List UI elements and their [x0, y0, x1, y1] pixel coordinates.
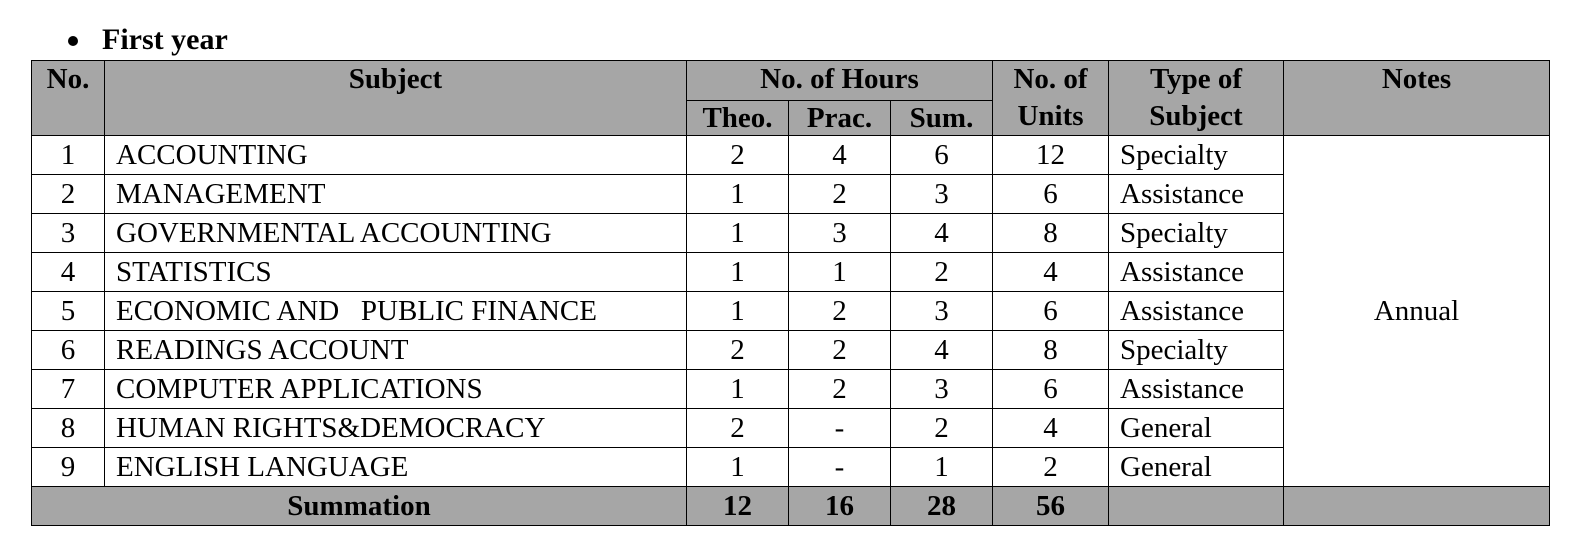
cell-type: Specialty — [1109, 331, 1284, 370]
cell-no: 3 — [32, 214, 105, 253]
cell-prac: 4 — [789, 136, 891, 175]
bullet-icon — [68, 36, 78, 46]
cell-no: 6 — [32, 331, 105, 370]
cell-type: Specialty — [1109, 214, 1284, 253]
header-type — [1109, 61, 1284, 136]
cell-prac: - — [789, 409, 891, 448]
first-year-subjects-table — [31, 60, 1550, 526]
summation-prac: 16 — [789, 487, 891, 526]
table-header-row — [32, 61, 1550, 101]
cell-sum: 2 — [891, 409, 993, 448]
cell-prac: 1 — [789, 253, 891, 292]
cell-notes: Annual — [1284, 136, 1550, 487]
cell-subject: ACCOUNTING — [105, 136, 687, 175]
cell-no: 7 — [32, 370, 105, 409]
cell-no: 8 — [32, 409, 105, 448]
cell-prac: 3 — [789, 214, 891, 253]
cell-no: 5 — [32, 292, 105, 331]
cell-no: 4 — [32, 253, 105, 292]
cell-theo: 1 — [687, 175, 789, 214]
summation-theo: 12 — [687, 487, 789, 526]
cell-prac: 2 — [789, 370, 891, 409]
cell-theo: 2 — [687, 136, 789, 175]
cell-subject: MANAGEMENT — [105, 175, 687, 214]
cell-sum: 6 — [891, 136, 993, 175]
cell-prac: 2 — [789, 175, 891, 214]
cell-subject: GOVERNMENTAL ACCOUNTING — [105, 214, 687, 253]
cell-sum: 1 — [891, 448, 993, 487]
cell-theo: 1 — [687, 292, 789, 331]
section-heading — [68, 22, 228, 58]
cell-units: 6 — [993, 175, 1109, 214]
cell-theo: 1 — [687, 370, 789, 409]
cell-type: Assistance — [1109, 370, 1284, 409]
cell-subject: ENGLISH LANGUAGE — [105, 448, 687, 487]
cell-units: 6 — [993, 292, 1109, 331]
cell-sum: 2 — [891, 253, 993, 292]
cell-type: General — [1109, 448, 1284, 487]
header-units — [993, 61, 1109, 136]
cell-prac: 2 — [789, 292, 891, 331]
cell-theo: 2 — [687, 409, 789, 448]
summation-sum: 28 — [891, 487, 993, 526]
cell-no: 9 — [32, 448, 105, 487]
cell-prac: - — [789, 448, 891, 487]
header-notes: Notes — [1284, 61, 1550, 136]
cell-units: 12 — [993, 136, 1109, 175]
summation-type-empty — [1109, 487, 1284, 526]
cell-theo: 1 — [687, 214, 789, 253]
summation-notes-empty — [1284, 487, 1550, 526]
summation-units: 56 — [993, 487, 1109, 526]
cell-sum: 4 — [891, 331, 993, 370]
cell-units: 6 — [993, 370, 1109, 409]
cell-subject: STATISTICS — [105, 253, 687, 292]
header-hours-group: No. of Hours — [687, 61, 993, 101]
cell-subject: HUMAN RIGHTS&DEMOCRACY — [105, 409, 687, 448]
section-heading-text: First year — [102, 23, 228, 56]
cell-no: 2 — [32, 175, 105, 214]
cell-type: General — [1109, 409, 1284, 448]
header-theo: Theo. — [687, 101, 789, 136]
header-type-line1: Type of — [1149, 63, 1243, 95]
table-row — [32, 136, 1550, 175]
cell-units: 8 — [993, 331, 1109, 370]
cell-subject: COMPUTER APPLICATIONS — [105, 370, 687, 409]
header-prac: Prac. — [789, 101, 891, 136]
cell-theo: 1 — [687, 253, 789, 292]
cell-sum: 3 — [891, 370, 993, 409]
summation-label: Summation — [32, 487, 687, 526]
summation-row — [32, 487, 1550, 526]
header-type-line2: Subject — [1149, 100, 1243, 132]
cell-no: 1 — [32, 136, 105, 175]
cell-prac: 2 — [789, 331, 891, 370]
header-subject: Subject — [105, 61, 687, 136]
cell-theo: 1 — [687, 448, 789, 487]
cell-units: 2 — [993, 448, 1109, 487]
cell-theo: 2 — [687, 331, 789, 370]
cell-type: Assistance — [1109, 292, 1284, 331]
cell-type: Specialty — [1109, 136, 1284, 175]
cell-type: Assistance — [1109, 175, 1284, 214]
cell-units: 8 — [993, 214, 1109, 253]
cell-sum: 3 — [891, 175, 993, 214]
header-no: No. — [32, 61, 105, 136]
cell-units: 4 — [993, 409, 1109, 448]
cell-subject: READINGS ACCOUNT — [105, 331, 687, 370]
cell-units: 4 — [993, 253, 1109, 292]
header-units-line2: Units — [1017, 100, 1084, 132]
cell-subject: ECONOMIC AND PUBLIC FINANCE — [105, 292, 687, 331]
header-sum: Sum. — [891, 101, 993, 136]
header-units-line1: No. of — [1013, 63, 1088, 95]
cell-sum: 4 — [891, 214, 993, 253]
cell-sum: 3 — [891, 292, 993, 331]
cell-type: Assistance — [1109, 253, 1284, 292]
